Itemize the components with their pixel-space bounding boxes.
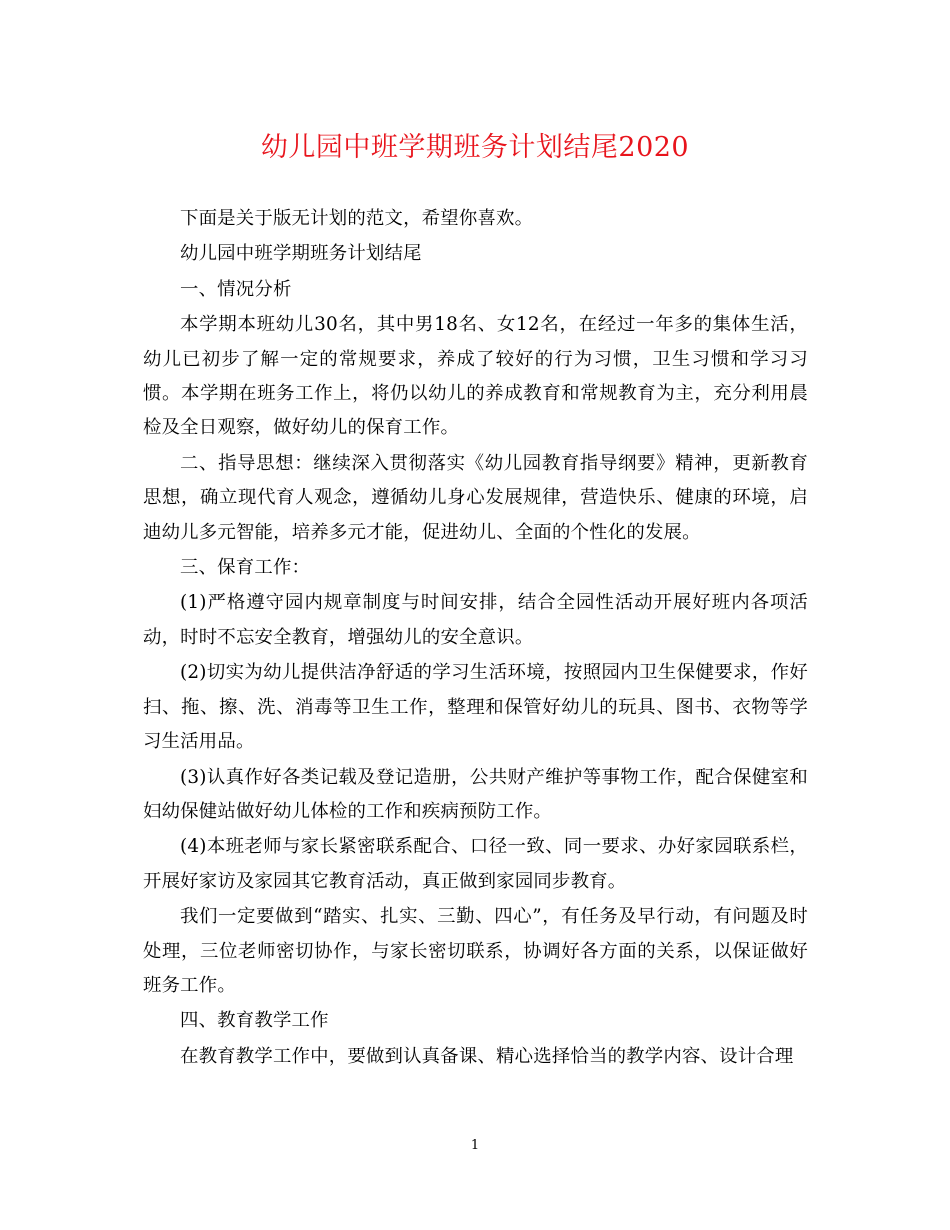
paragraph-teaching: 在教育教学工作中，要做到认真备课、精心选择恰当的教学内容、设计合理	[180, 1045, 794, 1067]
list-item-care-4: (4)本班老师与家长紧密联系配合、口径一致、同一要求、办好家园联系栏，开展好家访及家园其它教育活动，真正做到家园同步教育。	[143, 836, 808, 892]
section-heading-care: 三、保育工作：	[180, 557, 311, 579]
paragraph-subtitle: 幼儿园中班学期班务计划结尾	[180, 243, 422, 265]
section-heading-teaching: 四、教育教学工作	[180, 1010, 329, 1032]
paragraph-intro: 下面是关于版无计划的范文，希望你喜欢。	[180, 208, 534, 229]
list-item-care-2: (2)切实为幼儿提供洁净舒适的学习生活环境，按照园内卫生保健要求，作好扫、拖、擦、洗、消毒等卫生工作，整理和保管好幼儿的玩具、图书、衣物等学习生活用品。	[143, 662, 808, 753]
document-title: 幼儿园中班学期班务计划结尾2020	[260, 132, 690, 163]
section-heading-situation: 一、情况分析	[180, 278, 292, 300]
page-number: 1	[470, 1138, 480, 1153]
list-item-care-1: (1)严格遵守园内规章制度与时间安排，结合全园性活动开展好班内各项活动，时时不忘安全教育，增强幼儿的安全意识。	[143, 592, 808, 648]
paragraph-guiding-thought: 二、指导思想：继续深入贯彻落实《幼儿园教育指导纲要》精神，更新教育思想，确立现代育人观念，遵循幼儿身心发展规律，营造快乐、健康的环境，启迪幼儿多元智能，培养多元才能，促进幼儿、全面的个性化的发展。	[143, 452, 808, 543]
list-item-care-3: (3)认真作好各类记载及登记造册，公共财产维护等事物工作，配合保健室和妇幼保健站做好幼儿体检的工作和疾病预防工作。	[143, 766, 808, 822]
document-body	[143, 202, 808, 1075]
paragraph-commitment: 我们一定要做到“踏实、扎实、三勤、四心”，有任务及早行动，有问题及时处理，三位老师密切协作，与家长密切联系，协调好各方面的关系，以保证做好班务工作。	[143, 906, 808, 996]
paragraph-situation: 本学期本班幼儿30名，其中男18名、女12名，在经过一年多的集体生活，幼儿已初步了解一定的常规要求，养成了较好的行为习惯，卫生习惯和学习习惯。本学期在班务工作上，将仍以幼儿的养成教育和常规教育为主，充分利用晨检及全日观察，做好幼儿的保育工作。	[143, 314, 808, 439]
